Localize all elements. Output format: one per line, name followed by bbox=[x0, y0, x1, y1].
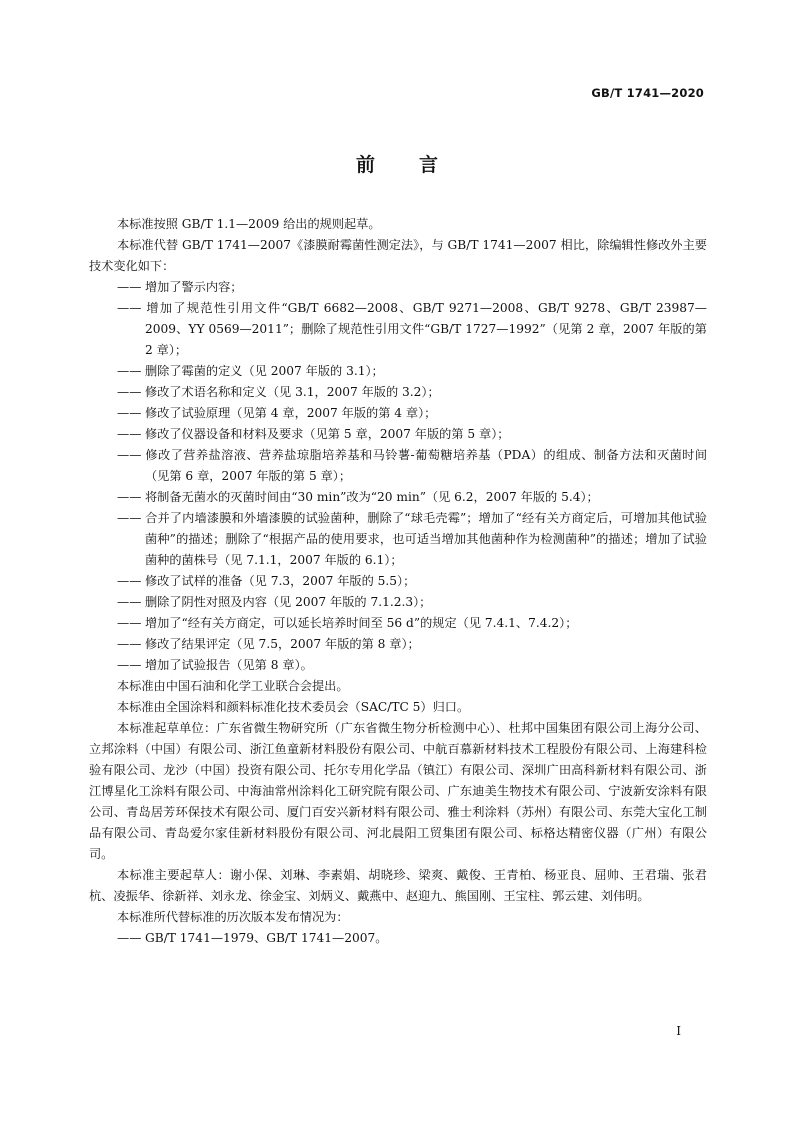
change-item-text: 删除了霉菌的定义（见 2007 年版的 3.1）； bbox=[145, 364, 384, 378]
page-number: I bbox=[676, 1024, 681, 1038]
change-item bbox=[89, 634, 707, 655]
change-item-text: 修改了仪器设备和材料及要求（见第 5 章，2007 年版的第 5 章）； bbox=[145, 427, 510, 441]
dash-marker: —— bbox=[117, 427, 142, 441]
history-item bbox=[89, 928, 707, 949]
change-item bbox=[89, 508, 707, 571]
paragraph: 本标准所代替标准的历次版本发布情况为： bbox=[117, 910, 349, 924]
drafters: 本标准主要起草人：谢小保、刘琳、李素娟、胡晓珍、梁爽、戴俊、王青柏、杨亚良、屈帅、王君瑞、张君杭、凌振华、徐新祥、刘永龙、徐金宝、刘炳义、戴燕中、赵迎九、熊国刚、王宝柱、郭云建、刘伟明。 bbox=[89, 868, 707, 903]
history-item-text: GB/T 1741—1979、GB/T 1741—2007。 bbox=[145, 931, 388, 945]
drafting-units: 本标准起草单位：广东省微生物研究所（广东省微生物分析检测中心）、杜邦中国集团有限公司上海分公司、立邦涂料（中国）有限公司、浙江鱼童新材料股份有限公司、中航百慕新材料技术工程股份有限公司、上海建科检验有限公司、龙沙（中国）投资有限公司、托尔专用化学品（镇江）有限公司、深圳广田高科新材料有限公司、浙江博星化工涂料有限公司、中海油常州涂料化工研究院有限公司、广东迪美生物技术有限公司、宁波新安涂料有限公司、青岛居芳环保技术有限公司、厦门百安兴新材料有限公司、雅士利涂料（苏州）有限公司、东莞大宝化工制品有限公司、青岛爱尔家佳新材料股份有限公司、河北晨阳工贸集团有限公司、标格达精密仪器（广州）有限公司。 bbox=[89, 721, 707, 861]
change-item bbox=[89, 382, 707, 403]
change-item-text: 增加了“经有关方商定，可以延长培养时间至 56 d”的规定（见 7.4.1、7.4.2）； bbox=[145, 616, 578, 630]
change-item-text: 修改了结果评定（见 7.5，2007 年版的第 8 章）； bbox=[145, 637, 420, 651]
change-item bbox=[89, 403, 707, 424]
change-item bbox=[89, 487, 707, 508]
foreword-body bbox=[89, 214, 707, 949]
page-title: 前言 bbox=[355, 154, 482, 176]
change-item-text: 增加了规范性引用文件“GB/T 6682—2008、GB/T 9271—2008、GB/T 9278、GB/T 23987—2009、YY 0569—2011”；删除了规范性引用文件“GB/T 1727—1992”（见第 2 章，2007 年版的第 2 章）； bbox=[145, 301, 707, 357]
change-item bbox=[89, 592, 707, 613]
dash-marker: —— bbox=[117, 448, 142, 462]
change-item-text: 修改了术语名称和定义（见 3.1，2007 年版的 3.2）； bbox=[145, 385, 440, 399]
dash-marker: —— bbox=[117, 637, 142, 651]
change-item bbox=[89, 424, 707, 445]
dash-marker: —— bbox=[117, 385, 142, 399]
change-item bbox=[89, 298, 707, 361]
change-item-text: 修改了试样的准备（见 7.3，2007 年版的 5.5）； bbox=[145, 574, 416, 588]
dash-marker: —— bbox=[117, 658, 142, 672]
paragraph: 本标准由中国石油和化学工业联合会提出。 bbox=[117, 679, 349, 693]
dash-marker: —— bbox=[117, 511, 142, 525]
change-item-text: 删除了阴性对照及内容（见 2007 年版的 7.1.2.3）； bbox=[145, 595, 432, 609]
change-item-text: 增加了警示内容； bbox=[145, 280, 243, 294]
change-item-text: 将制备无菌水的灭菌时间由“30 min”改为“20 min”（见 6.2，2007 年版的 5.4）； bbox=[145, 490, 599, 504]
change-item bbox=[89, 571, 707, 592]
dash-marker: —— bbox=[117, 595, 142, 609]
dash-marker: —— bbox=[117, 301, 142, 315]
dash-marker: —— bbox=[117, 616, 142, 630]
dash-marker: —— bbox=[117, 406, 142, 420]
dash-marker: —— bbox=[117, 931, 142, 945]
dash-marker: —— bbox=[117, 280, 142, 294]
dash-marker: —— bbox=[117, 364, 142, 378]
change-item bbox=[89, 445, 707, 487]
dash-marker: —— bbox=[117, 490, 142, 504]
change-item-text: 修改了营养盐溶液、营养盐琼脂培养基和马铃薯-葡萄糖培养基（PDA）的组成、制备方法和灭菌时间（见第 6 章，2007 年版的第 5 章）； bbox=[145, 448, 707, 483]
change-item-text: 修改了试验原理（见第 4 章，2007 年版的第 4 章）； bbox=[145, 406, 437, 420]
change-item bbox=[89, 361, 707, 382]
dash-marker: —— bbox=[117, 574, 142, 588]
paragraph: 本标准由全国涂料和颜料标准化技术委员会（SAC/TC 5）归口。 bbox=[117, 700, 470, 714]
change-item bbox=[89, 277, 707, 298]
paragraph: 本标准代替 GB/T 1741—2007《漆膜耐霉菌性测定法》，与 GB/T 1741—2007 相比，除编辑性修改外主要技术变化如下： bbox=[89, 238, 707, 273]
change-item-text: 增加了试验报告（见第 8 章）。 bbox=[145, 658, 313, 672]
paragraph: 本标准按照 GB/T 1.1—2009 给出的规则起草。 bbox=[117, 217, 381, 231]
change-item bbox=[89, 613, 707, 634]
change-item bbox=[89, 655, 707, 676]
standard-code: GB/T 1741—2020 bbox=[591, 86, 704, 100]
change-item-text: 合并了内墙漆膜和外墙漆膜的试验菌种，删除了“球毛壳霉”；增加了“经有关方商定后，可增加其他试验菌种”的描述；删除了“根据产品的使用要求，也可适当增加其他菌种作为检测菌种”的描述；增加了试验菌种的菌株号（见 7.1.1，2007 年版的 6.1）； bbox=[145, 511, 707, 567]
